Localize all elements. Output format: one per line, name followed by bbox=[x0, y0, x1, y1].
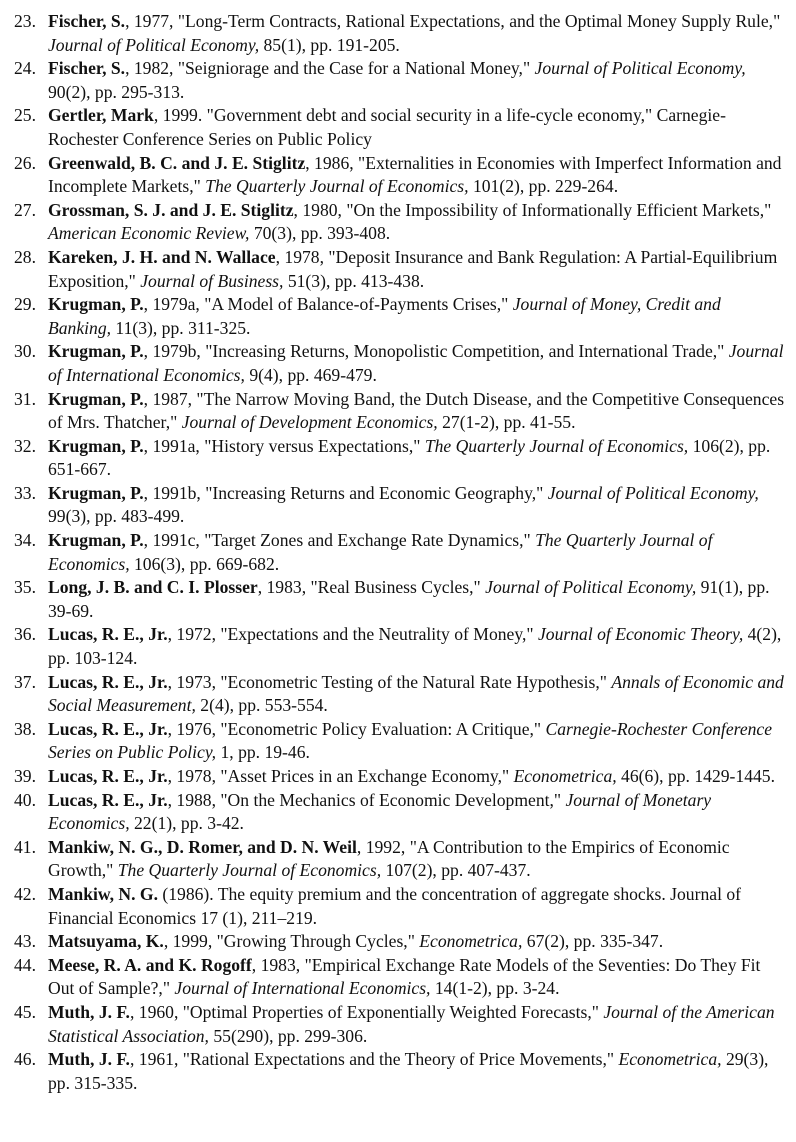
reference-details: , 1977, "Long-Term Contracts, Rational Expectations, and the Optimal Money Supply Rule," bbox=[125, 11, 781, 31]
reference-journal: Journal of Development Economics, bbox=[181, 412, 438, 433]
reference-item bbox=[0, 765, 788, 789]
reference-volume-pages: 9(4), pp. 469-479. bbox=[244, 364, 377, 385]
reference-details: , 1991b, "Increasing Returns and Economic Geography," bbox=[143, 482, 548, 503]
reference-author: Lucas, R. E., Jr. bbox=[48, 624, 168, 645]
reference-volume-pages: 11(3), pp. 311-325. bbox=[111, 317, 251, 338]
reference-details: , 1988, "On the Mechanics of Economic Development," bbox=[167, 789, 566, 810]
reference-item bbox=[0, 718, 788, 765]
reference-item bbox=[0, 883, 788, 930]
reference-journal: Journal of Political Economy, bbox=[534, 58, 746, 79]
reference-volume-pages: 67(2), pp. 335-347. bbox=[522, 931, 664, 952]
reference-details: , 1978, "Deposit Insurance and Bank Regulation: A Partial-Equilibrium Exposition," bbox=[48, 246, 778, 291]
reference-author: Gertler, Mark bbox=[48, 105, 154, 126]
reference-number: 23. bbox=[14, 11, 36, 31]
reference-details: , 1973, "Econometric Testing of the Natural Rate Hypothesis," bbox=[167, 671, 612, 692]
reference-volume-pages: 55(290), pp. 299-306. bbox=[208, 1025, 368, 1046]
reference-journal: Journal of Economic Theory, bbox=[537, 624, 744, 645]
reference-number: 42. bbox=[14, 883, 36, 904]
reference-journal: Econometrica, bbox=[419, 931, 523, 952]
reference-number: 38. bbox=[14, 718, 36, 739]
reference-volume-pages: 22(1), pp. 3-42. bbox=[129, 813, 244, 834]
reference-volume-pages: 101(2), pp. 229-264. bbox=[468, 176, 619, 197]
reference-number: 30. bbox=[14, 341, 36, 362]
reference-author: Meese, R. A. and K. Rogoff bbox=[48, 954, 252, 975]
reference-item bbox=[0, 1001, 788, 1048]
reference-journal: Annals of Economic and Social Measurement, bbox=[48, 671, 784, 716]
reference-author: Matsuyama, K. bbox=[48, 931, 164, 952]
reference-details: , 1961, "Rational Expectations and the Theory of Price Movements," bbox=[129, 1049, 619, 1070]
reference-author: Kareken, J. H. and N. Wallace bbox=[48, 246, 276, 267]
reference-author: Fischer, S. bbox=[48, 11, 126, 31]
reference-number: 25. bbox=[14, 105, 36, 126]
reference-details: , 1992, "A Contribution to the Empirics of Economic Growth," bbox=[48, 836, 730, 881]
reference-item bbox=[0, 482, 788, 529]
reference-journal: The Quarterly Journal of Economics, bbox=[48, 530, 713, 574]
reference-journal: Journal of the American Statistical Association, bbox=[48, 1001, 775, 1046]
reference-item bbox=[0, 293, 788, 340]
reference-details: , 1972, "Expectations and the Neutrality of Money," bbox=[167, 624, 538, 645]
reference-journal: American Economic Review, bbox=[48, 223, 250, 244]
reference-volume-pages: 70(3), pp. 393-408. bbox=[249, 223, 391, 244]
reference-volume-pages: 14(1-2), pp. 3-24. bbox=[430, 978, 560, 999]
reference-number: 24. bbox=[14, 58, 36, 79]
reference-details: , 1986, "Externalities in Economies with Imperfect Information and Incomplete Markets," bbox=[48, 152, 782, 197]
reference-author: Krugman, P. bbox=[48, 341, 144, 362]
reference-volume-pages: 1, pp. 19-46. bbox=[216, 742, 310, 763]
reference-details: , 1979b, "Increasing Returns, Monopolistic Competition, and International Trade," bbox=[143, 341, 729, 362]
reference-journal: The Quarterly Journal of Economics, bbox=[117, 860, 382, 881]
reference-details: , 1982, "Seigniorage and the Case for a National Money," bbox=[125, 58, 535, 79]
reference-details: , 1979a, "A Model of Balance-of-Payments Crises," bbox=[143, 294, 513, 315]
reference-number: 36. bbox=[14, 624, 36, 645]
reference-details: , 1991a, "History versus Expectations," bbox=[143, 435, 425, 456]
reference-volume-pages: 27(1-2), pp. 41-55. bbox=[437, 412, 576, 433]
reference-number: 43. bbox=[14, 931, 36, 952]
reference-author: Mankiw, N. G., D. Romer, and D. N. Weil bbox=[48, 836, 357, 857]
reference-item bbox=[0, 104, 788, 151]
reference-author: Muth, J. F. bbox=[48, 1001, 130, 1022]
reference-item bbox=[0, 340, 788, 387]
reference-details: , 1976, "Econometric Policy Evaluation: A Critique," bbox=[167, 718, 546, 739]
reference-item bbox=[0, 246, 788, 293]
reference-number: 35. bbox=[14, 577, 36, 598]
reference-journal: Econometrica, bbox=[513, 766, 617, 786]
reference-author: Lucas, R. E., Jr. bbox=[48, 671, 168, 692]
reference-number: 28. bbox=[14, 246, 36, 267]
reference-journal: The Quarterly Journal of Economics, bbox=[205, 176, 469, 197]
reference-author: Greenwald, B. C. and J. E. Stiglitz bbox=[48, 152, 306, 173]
reference-journal: Journal of International Economics, bbox=[48, 341, 784, 385]
reference-number: 37. bbox=[14, 671, 36, 692]
reference-details: , 1999, "Growing Through Cycles," bbox=[163, 931, 420, 952]
reference-author: Fischer, S. bbox=[48, 58, 126, 79]
reference-number: 31. bbox=[14, 388, 36, 409]
reference-details: , 1978, "Asset Prices in an Exchange Economy," bbox=[167, 766, 514, 786]
reference-volume-pages: 91(1), pp. 39-69. bbox=[48, 577, 770, 621]
reference-item bbox=[0, 930, 788, 954]
reference-details: , 1980, "On the Impossibility of Informationally Efficient Markets," bbox=[293, 199, 772, 220]
reference-number: 46. bbox=[14, 1049, 36, 1070]
reference-item bbox=[0, 1048, 788, 1095]
reference-item bbox=[0, 10, 788, 57]
reference-item bbox=[0, 789, 788, 836]
reference-author: Lucas, R. E., Jr. bbox=[48, 789, 168, 810]
reference-volume-pages: 85(1), pp. 191-205. bbox=[259, 34, 400, 55]
reference-volume-pages: 106(2), pp. 651-667. bbox=[48, 435, 771, 480]
reference-number: 39. bbox=[14, 766, 36, 786]
reference-author: Krugman, P. bbox=[48, 482, 144, 503]
reference-item bbox=[0, 199, 788, 246]
reference-author: Krugman, P. bbox=[48, 294, 144, 315]
reference-number: 32. bbox=[14, 435, 36, 456]
reference-details: , 1983, "Empirical Exchange Rate Models of the Seventies: Do They Fit Out of Sample?," bbox=[48, 954, 761, 999]
reference-number: 34. bbox=[14, 530, 36, 551]
reference-number: 40. bbox=[14, 789, 36, 810]
reference-number: 26. bbox=[14, 152, 36, 173]
reference-item bbox=[0, 529, 788, 576]
reference-item bbox=[0, 954, 788, 1001]
reference-details: (1986). The equity premium and the concentration of aggregate shocks. Journal of Financial Economics 17 (1), 211–219. bbox=[48, 883, 742, 928]
reference-item bbox=[0, 836, 788, 883]
reference-author: Krugman, P. bbox=[48, 435, 144, 456]
reference-journal: Journal of Political Economy, bbox=[485, 577, 697, 598]
reference-number: 33. bbox=[14, 482, 36, 503]
reference-number: 41. bbox=[14, 836, 36, 857]
reference-author: Lucas, R. E., Jr. bbox=[48, 718, 168, 739]
reference-item bbox=[0, 57, 788, 104]
reference-number: 29. bbox=[14, 294, 36, 315]
reference-author: Long, J. B. and C. I. Plosser bbox=[48, 577, 258, 598]
reference-journal: Journal of International Economics, bbox=[174, 978, 431, 999]
reference-volume-pages: 29(3), pp. 315-335. bbox=[48, 1049, 769, 1093]
reference-details: , 1987, "The Narrow Moving Band, the Dutch Disease, and the Competitive Consequences of Mrs. Thatcher," bbox=[48, 388, 785, 433]
reference-number: 27. bbox=[14, 199, 36, 220]
reference-journal: Journal of Political Economy, bbox=[547, 482, 759, 503]
reference-author: Muth, J. F. bbox=[48, 1049, 130, 1070]
reference-volume-pages: 90(2), pp. 295-313. bbox=[48, 81, 185, 102]
reference-details: , 1983, "Real Business Cycles," bbox=[257, 577, 486, 598]
reference-volume-pages: 106(3), pp. 669-682. bbox=[129, 553, 280, 574]
reference-volume-pages: 46(6), pp. 1429-1445. bbox=[616, 766, 775, 786]
reference-item bbox=[0, 671, 788, 718]
reference-author: Krugman, P. bbox=[48, 388, 144, 409]
reference-item bbox=[0, 435, 788, 482]
reference-item bbox=[0, 388, 788, 435]
reference-volume-pages: 99(3), pp. 483-499. bbox=[48, 506, 185, 527]
reference-volume-pages: 107(2), pp. 407-437. bbox=[381, 860, 531, 881]
reference-volume-pages: 51(3), pp. 413-438. bbox=[283, 270, 425, 291]
reference-item bbox=[0, 576, 788, 623]
reference-journal: Journal of Money, Credit and Banking, bbox=[48, 294, 721, 338]
reference-journal: Journal of Business, bbox=[140, 270, 284, 291]
reference-journal: Econometrica, bbox=[618, 1049, 722, 1070]
reference-number: 44. bbox=[14, 954, 36, 975]
reference-item bbox=[0, 623, 788, 670]
reference-details: , 1999. "Government debt and social security in a life-cycle economy," Carnegie-Rochester Conference Series on Public Policy bbox=[48, 105, 726, 149]
reference-volume-pages: 2(4), pp. 553-554. bbox=[195, 695, 328, 716]
reference-volume-pages: 4(2), pp. 103-124. bbox=[48, 624, 782, 669]
reference-details: , 1991c, "Target Zones and Exchange Rate Dynamics," bbox=[143, 530, 536, 551]
reference-journal: Journal of Political Economy, bbox=[48, 34, 260, 55]
reference-journal: The Quarterly Journal of Economics, bbox=[424, 435, 689, 456]
reference-details: , 1960, "Optimal Properties of Exponentially Weighted Forecasts," bbox=[129, 1001, 604, 1022]
reference-item bbox=[0, 152, 788, 199]
reference-list bbox=[0, 10, 788, 1095]
reference-author: Krugman, P. bbox=[48, 530, 144, 551]
reference-author: Grossman, S. J. and J. E. Stiglitz bbox=[48, 199, 294, 220]
reference-number: 45. bbox=[14, 1001, 36, 1022]
reference-author: Lucas, R. E., Jr. bbox=[48, 766, 168, 786]
reference-journal: Carnegie-Rochester Conference Series on Public Policy, bbox=[48, 718, 773, 763]
reference-author: Mankiw, N. G. bbox=[48, 883, 158, 904]
reference-journal: Journal of Monetary Economics, bbox=[48, 789, 712, 834]
